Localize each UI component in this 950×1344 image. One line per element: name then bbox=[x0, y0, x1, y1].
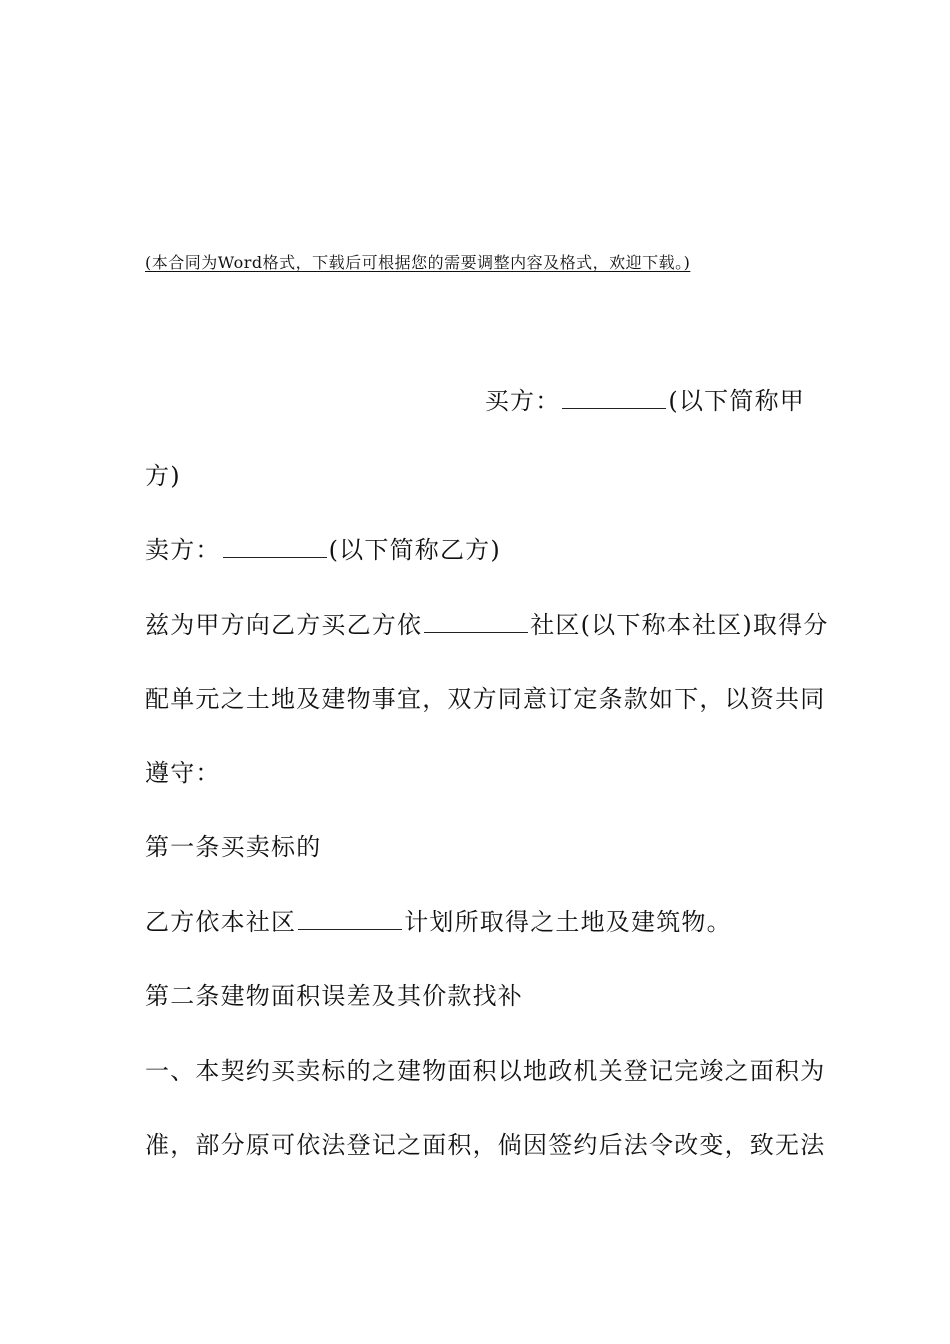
community-name-blank[interactable] bbox=[424, 612, 528, 633]
intro-text-a: 兹为甲方向乙方买乙方依 bbox=[145, 611, 423, 639]
seller-label: 卖方： bbox=[145, 536, 221, 564]
article-1-body bbox=[145, 906, 732, 938]
buyer-name-blank[interactable] bbox=[562, 388, 666, 409]
article-2-para-1-line-1: 一、本契约买卖标的之建物面积以地政机关登记完竣之面积为 bbox=[145, 1057, 826, 1085]
seller-name-blank[interactable] bbox=[223, 537, 327, 558]
article-1-text-b: 计划所取得之土地及建筑物。 bbox=[404, 908, 732, 936]
buyer-abbrev-text: (以下简称甲 bbox=[668, 387, 805, 415]
intro-line-2: 配单元之土地及建物事宜，双方同意订定条款如下，以资共同 bbox=[145, 685, 826, 713]
buyer-line bbox=[485, 385, 805, 417]
intro-line-1 bbox=[145, 609, 829, 641]
buyer-label: 买方： bbox=[484, 387, 561, 415]
format-notice: (本合同为Word格式，下载后可根据您的需要调整内容及格式，欢迎下载。) bbox=[145, 253, 691, 272]
intro-text-b: 社区(以下称本社区)取得分 bbox=[530, 611, 829, 639]
seller-abbrev-text: (以下简称乙方) bbox=[328, 536, 501, 564]
article-1-text-a: 乙方依本社区 bbox=[145, 908, 297, 936]
buyer-line-continuation: 方) bbox=[145, 462, 181, 490]
plan-name-blank[interactable] bbox=[298, 909, 402, 930]
intro-line-3: 遵守： bbox=[145, 759, 221, 787]
article-2-heading: 第二条建物面积误差及其价款找补 bbox=[145, 982, 523, 1010]
seller-line bbox=[145, 534, 501, 566]
article-1-heading: 第一条买卖标的 bbox=[145, 833, 322, 861]
article-2-para-1-line-2: 准，部分原可依法登记之面积，倘因签约后法令改变，致无法 bbox=[145, 1131, 826, 1159]
